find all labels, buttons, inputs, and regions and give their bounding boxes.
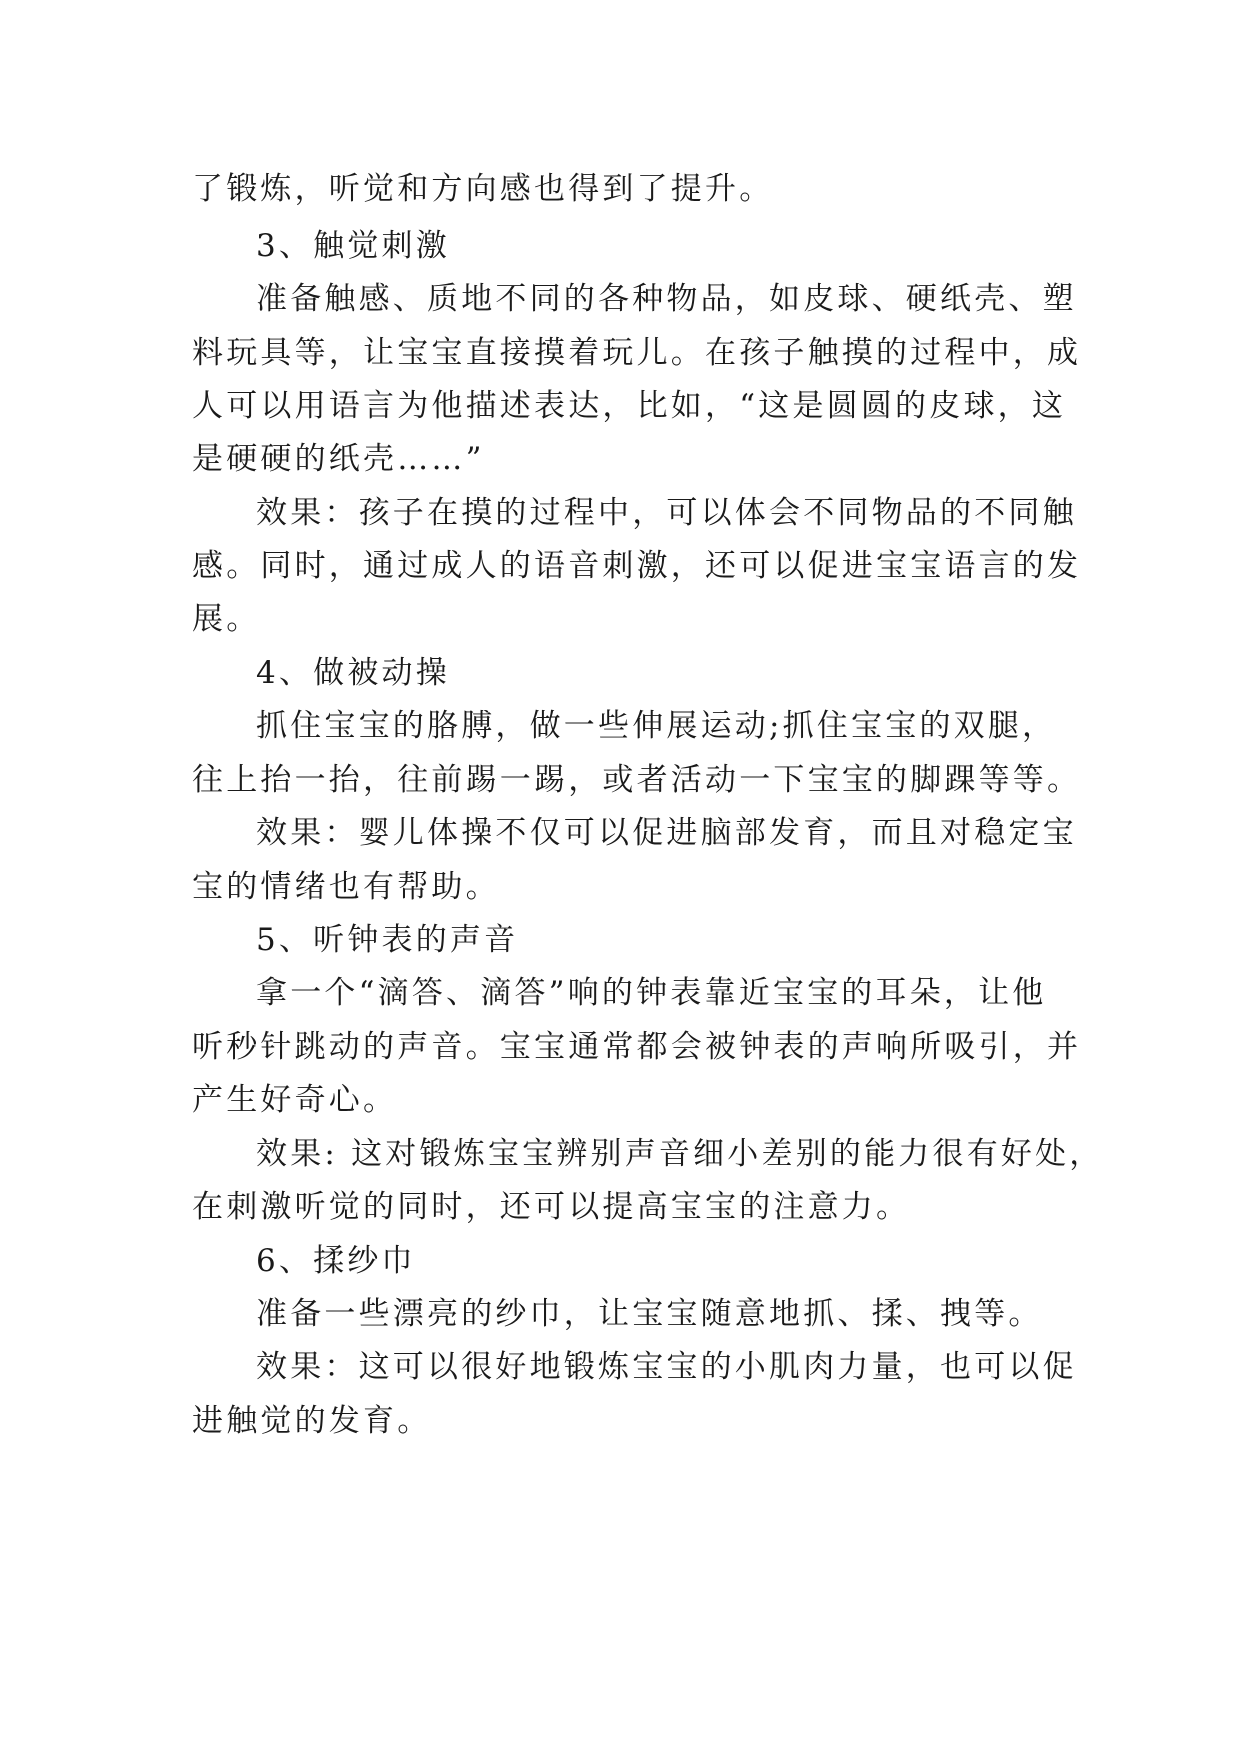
text-line: 产生好奇心。 (192, 1082, 398, 1118)
text-line: 效果: 这对锻炼宝宝辨别声音细小差别的能力很有好处， (256, 1136, 1104, 1172)
text-line: 进触觉的发育。 (192, 1403, 432, 1439)
text-line: 准备触感、质地不同的各种物品，如皮球、硬纸壳、塑 (256, 281, 1077, 317)
text-line: 了锻炼，听觉和方向感也得到了提升。 (192, 171, 774, 207)
text-line: 是硬硬的纸壳……” (192, 441, 485, 477)
section-heading: 5、听钟表的声音 (256, 922, 519, 958)
text-line: 人可以用语言为他描述表达，比如，“这是圆圆的皮球，这 (192, 388, 1067, 424)
text-line: 在刺激听觉的同时，还可以提高宝宝的注意力。 (192, 1189, 911, 1225)
text-line: 宝的情绪也有帮助。 (192, 869, 500, 905)
text-line: 听秒针跳动的声音。宝宝通常都会被钟表的声响所吸引，并 (192, 1029, 1082, 1065)
text-line: 拿一个“滴答、滴答”响的钟表靠近宝宝的耳朵，让他 (256, 975, 1047, 1011)
text-line: 效果：这可以很好地锻炼宝宝的小肌肉力量，也可以促 (256, 1349, 1077, 1385)
text-line: 准备一些漂亮的纱巾，让宝宝随意地抓、揉、拽等。 (256, 1296, 1043, 1332)
section-heading: 3、触觉刺激 (256, 228, 450, 264)
text-line: 效果：孩子在摸的过程中，可以体会不同物品的不同触 (256, 495, 1077, 531)
section-heading: 6、揉纱巾 (256, 1243, 416, 1279)
text-line: 效果：婴儿体操不仅可以促进脑部发育，而且对稳定宝 (256, 815, 1077, 851)
text-line: 抓住宝宝的胳膊，做一些伸展运动;抓住宝宝的双腿， (256, 708, 1057, 744)
text-line: 往上抬一抬，往前踢一踢，或者活动一下宝宝的脚踝等等。 (192, 762, 1082, 798)
text-line: 料玩具等，让宝宝直接摸着玩儿。在孩子触摸的过程中，成 (192, 335, 1082, 371)
text-line: 感。同时，通过成人的语音刺激，还可以促进宝宝语言的发 (192, 548, 1082, 584)
text-line: 展。 (192, 601, 261, 637)
section-heading: 4、做被动操 (256, 655, 450, 691)
